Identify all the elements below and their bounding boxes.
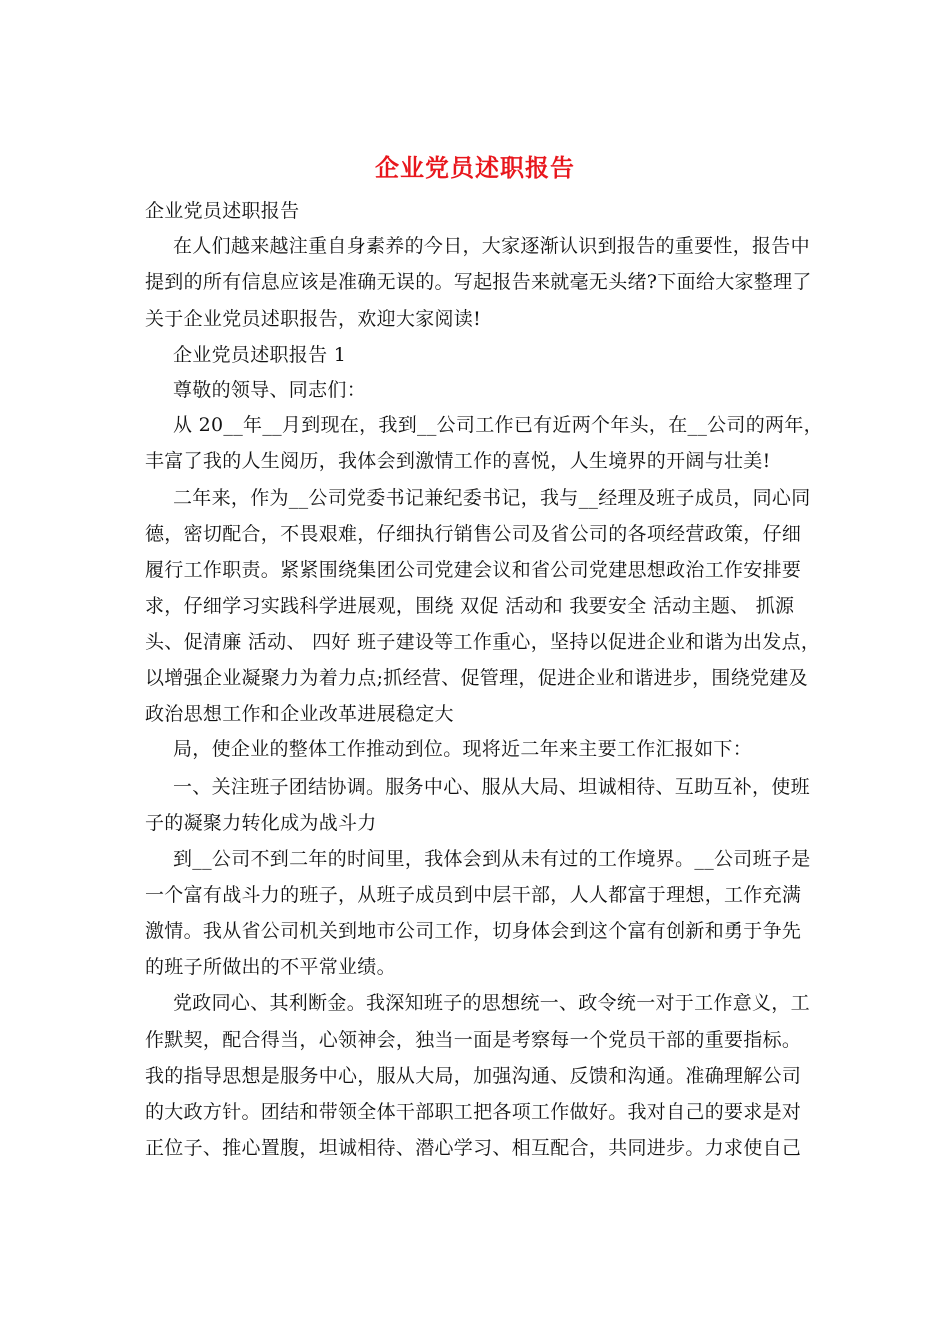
paragraph-line: 履行工作职责。紧紧围绕集团公司党建会议和省公司党建思想政治工作安排要 <box>145 559 802 581</box>
paragraph-line: 提到的所有信息应该是准确无误的。写起报告来就毫无头绪?下面给大家整理了 <box>145 271 812 293</box>
paragraph-line: 头、促清廉 活动、 四好 班子建设等工作重心，坚持以促进企业和谐为出发点， <box>145 631 821 653</box>
paragraph-line: 局，使企业的整体工作推动到位。现将近二年来主要工作汇报如下： <box>173 738 753 760</box>
paragraph-line: 以增强企业凝聚力为着力点;抓经营、促管理，促进企业和谐进步，围绕党建及 <box>145 667 808 689</box>
paragraph-line: 到__公司不到二年的时间里，我体会到从未有过的工作境界。__公司班子是 <box>173 848 811 870</box>
paragraph-line: 一个富有战斗力的班子，从班子成员到中层干部，人人都富于理想，工作充满 <box>145 884 802 906</box>
paragraph-line: 的大政方针。团结和带领全体干部职工把各项工作做好。我对自己的要求是对 <box>145 1101 802 1123</box>
paragraph-line: 子的凝聚力转化成为战斗力 <box>145 812 377 834</box>
paragraph-line: 作默契，配合得当，心领神会，独当一面是考察每一个党员干部的重要指标。 <box>145 1029 802 1051</box>
paragraph-line: 党政同心、其利断金。我深知班子的思想统一、政令统一对于工作意义，工 <box>173 992 810 1014</box>
paragraph-line: 关于企业党员述职报告，欢迎大家阅读! <box>145 308 482 330</box>
paragraph-line: 正位子、推心置腹，坦诚相待、潜心学习、相互配合，共同进步。力求使自己 <box>145 1137 802 1159</box>
paragraph-line: 政治思想工作和企业改革进展稳定大 <box>145 703 454 725</box>
paragraph-line: 丰富了我的人生阅历，我体会到激情工作的喜悦，人生境界的开阔与壮美! <box>145 450 771 472</box>
paragraph-line: 我的指导思想是服务中心，服从大局，加强沟通、反馈和沟通。准确理解公司 <box>145 1065 802 1087</box>
paragraph-line: 的班子所做出的不平常业绩。 <box>145 956 396 978</box>
paragraph-line: 德，密切配合，不畏艰难，仔细执行销售公司及省公司的各项经营政策，仔细 <box>145 523 802 545</box>
paragraph-line: 二年来，作为__公司党委书记兼纪委书记，我与__经理及班子成员，同心同 <box>173 487 811 509</box>
paragraph-line: 求，仔细学习实践科学进展观，围绕 双促 活动和 我要安全 活动主题、 抓源 <box>145 595 795 617</box>
subtitle-line: 企业党员述职报告 <box>145 200 300 222</box>
paragraph-line: 激情。我从省公司机关到地市公司工作，切身体会到这个富有创新和勇于争先 <box>145 920 802 942</box>
section-heading: 企业党员述职报告 1 <box>173 344 347 366</box>
document-title: 企业党员述职报告 <box>375 153 575 182</box>
salutation-line: 尊敬的领导、同志们： <box>173 379 367 401</box>
paragraph-line: 在人们越来越注重自身素养的今日，大家逐渐认识到报告的重要性，报告中 <box>173 235 810 257</box>
paragraph-line: 一、关注班子团结协调。服务中心、服从大局、坦诚相待、互助互补，使班 <box>173 776 810 798</box>
paragraph-line: 从 20__年__月到现在，我到__公司工作已有近两个年头，在__公司的两年， <box>173 414 823 436</box>
